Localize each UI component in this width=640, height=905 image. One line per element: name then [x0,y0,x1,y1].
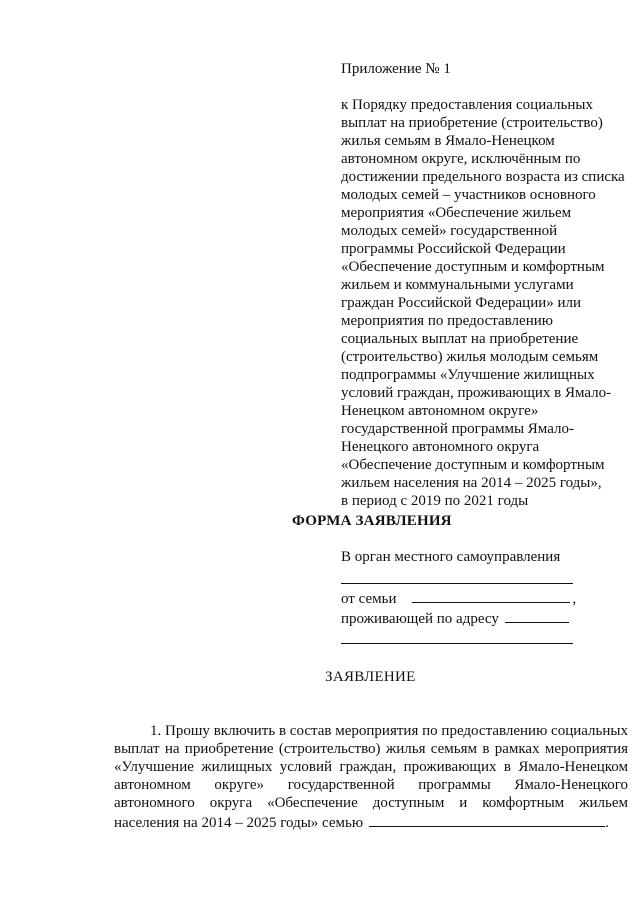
paragraph-line: автономного округа «Обеспечение доступным и комфортным жильем [114,795,628,811]
annex-line: мероприятия по предоставлению [341,313,553,329]
address-field[interactable] [505,608,569,623]
paragraph-line: выплат на приобретение (строительство) жилья семьям в рамках мероприятия [114,741,628,757]
paragraph-last-line [114,812,628,830]
paragraph-line: «Улучшение жилищных условий граждан, проживающих в Ямало-Ненецком [114,759,628,775]
annex-line: государственной программы Ямало- [341,421,574,437]
annex-line: (строительство) жилья молодым семьям [341,349,599,365]
annex-line: в период с 2019 по 2021 годы [341,493,529,509]
family-name-field[interactable] [412,588,570,603]
annex-line: социальных выплат на приобретение [341,331,579,347]
annex-line: молодых семей» государственной [341,223,558,239]
annex-line: автономном округе, исключённым по [341,151,581,167]
family-line [341,588,581,608]
paragraph-line: населения на 2014 – 2025 годы» семью [114,815,364,831]
statement-paragraph [114,722,628,830]
address-continuation-field[interactable] [341,628,581,648]
annex-line: молодых семей – участников основного [341,187,596,203]
annex-line: подпрограммы «Улучшение жилищных [341,367,595,383]
annex-line: мероприятия «Обеспечение жильем [341,205,572,221]
comma-mark: , [572,591,577,607]
annex-line: выплат на приобретение (строительство) [341,115,603,131]
addressee-block [341,548,581,648]
annex-line: Ненецкого автономного округа [341,439,540,455]
annex-title: Приложение № 1 [341,61,451,77]
annex-line: Ненецком автономном округе» [341,403,539,419]
addressee-organ-label: В орган местного самоуправления [341,549,561,565]
address-line [341,608,581,628]
annex-line: жилья семьям в Ямало-Ненецком [341,133,555,149]
statement-title: ЗАЯВЛЕНИЕ [325,669,416,685]
annex-line: жильем и коммунальными услугами [341,277,574,293]
annex-line: к Порядку предоставления социальных [341,97,593,113]
annex-line: условий граждан, проживающих в Ямало- [341,385,612,401]
from-family-label: от семьи [341,591,397,607]
annex-reference-block [341,96,625,510]
paragraph-line: 1. Прошу включить в состав мероприятия по предоставлению социальных [150,723,628,739]
organ-name-field[interactable] [341,568,581,588]
family-field[interactable] [369,812,605,827]
annex-line: достижении предельного возраста из списка [341,169,625,185]
annex-line: граждан Российской Федерации» или [341,295,582,311]
annex-line: жильем населения на 2014 – 2025 годы», [341,475,602,491]
paragraph-line: автономном округе» государственной программы Ямало-Ненецкого [114,777,628,793]
end-mark: . [605,815,609,831]
annex-line: «Обеспечение доступным и комфортным [341,259,605,275]
form-title: ФОРМА ЗАЯВЛЕНИЯ [292,513,452,529]
annex-line: «Обеспечение доступным и комфортным [341,457,605,473]
residing-label: проживающей по адресу [341,611,499,627]
annex-line: программы Российской Федерации [341,241,566,257]
